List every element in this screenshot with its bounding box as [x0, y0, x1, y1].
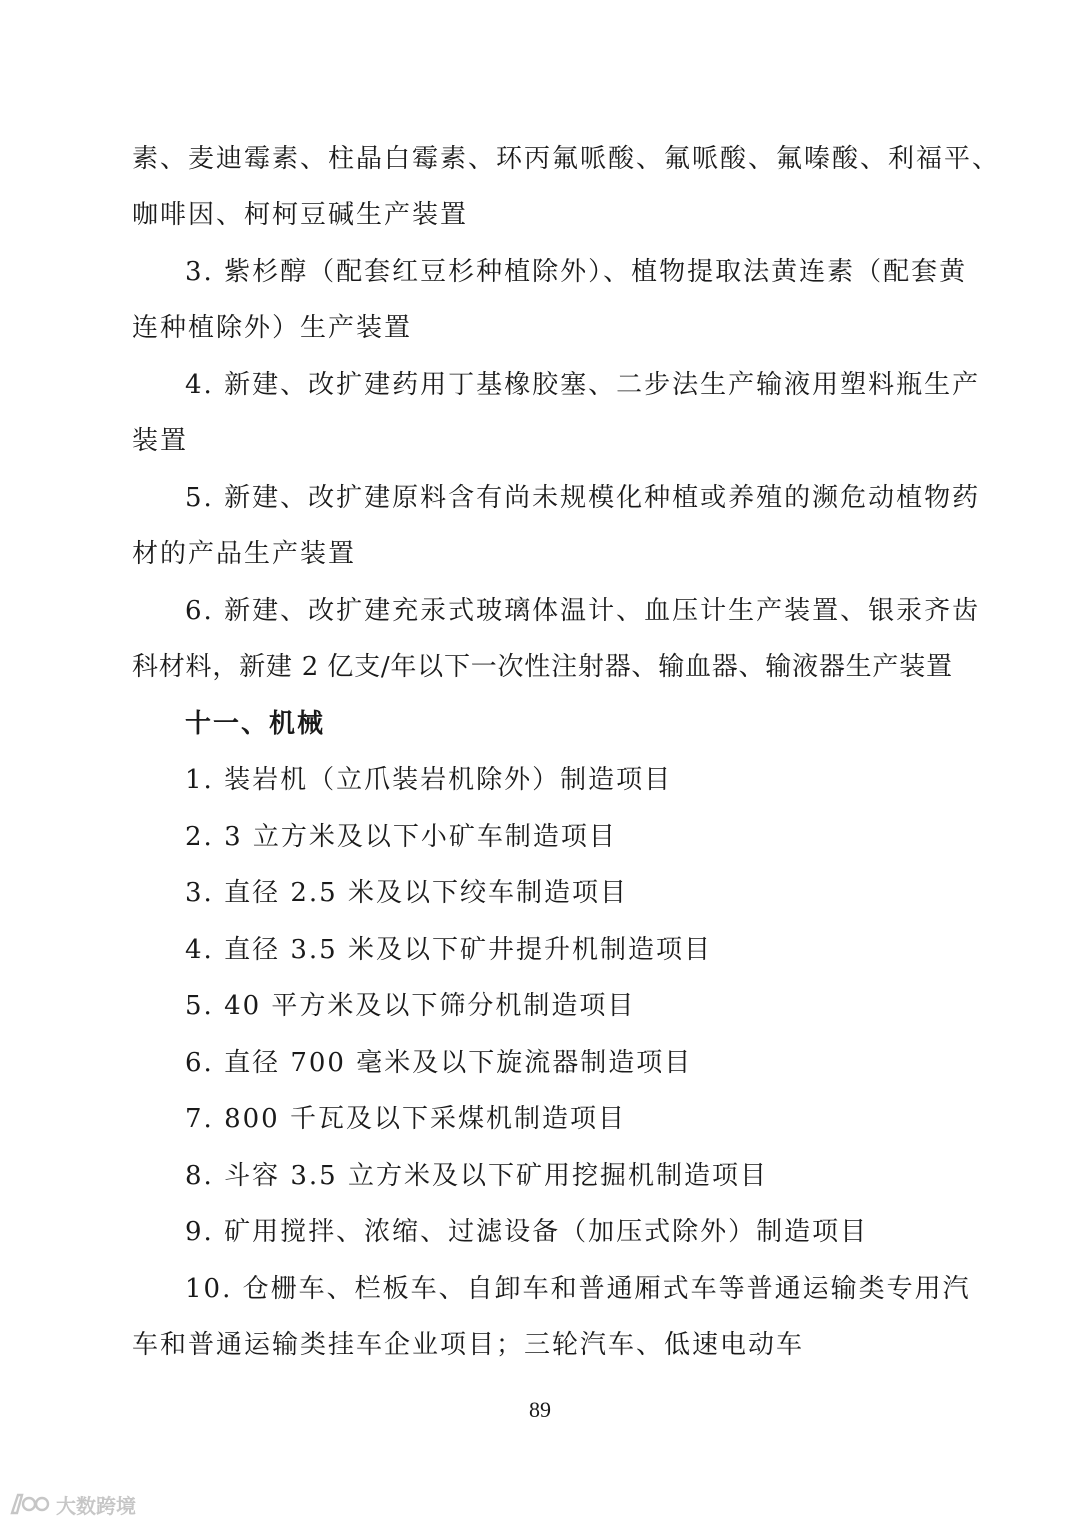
machinery-item-8: 8. 斗容 3.5 立方米及以下矿用挖掘机制造项目: [185, 1161, 768, 1191]
item-5-line-1: 5. 新建、改扩建原料含有尚未规模化种植或养殖的濒危动植物药: [185, 483, 981, 513]
watermark-text: 大数跨境: [56, 1493, 136, 1518]
machinery-item-10-line-2: 车和普通运输类挂车企业项目；三轮汽车、低速电动车: [132, 1330, 805, 1360]
machinery-item-6: 6. 直径 700 毫米及以下旋流器制造项目: [185, 1048, 693, 1078]
item-3-line-1: 3. 紫杉醇（配套红豆杉种植除外）、植物提取法黄连素（配套黄: [185, 257, 968, 287]
item-4-line-1: 4. 新建、改扩建药用丁基橡胶塞、二步法生产输液用塑料瓶生产: [185, 370, 981, 400]
item-3-line-2: 连种植除外）生产装置: [132, 313, 413, 343]
machinery-item-5: 5. 40 平方米及以下筛分机制造项目: [185, 991, 636, 1021]
machinery-item-9: 9. 矿用搅拌、浓缩、过滤设备（加压式除外）制造项目: [185, 1217, 869, 1247]
dashuju-logo-icon: [8, 1491, 52, 1517]
text-line-2: 咖啡因、柯柯豆碱生产装置: [132, 200, 469, 230]
machinery-item-7: 7. 800 千瓦及以下采煤机制造项目: [185, 1104, 626, 1134]
section-heading-machinery: 十一、机械: [185, 709, 326, 739]
machinery-item-3: 3. 直径 2.5 米及以下绞车制造项目: [185, 878, 628, 908]
machinery-item-10-line-1: 10. 仓栅车、栏板车、自卸车和普通厢式车等普通运输类专用汽: [185, 1274, 971, 1304]
item-6-line-1: 6. 新建、改扩建充汞式玻璃体温计、血压计生产装置、银汞齐齿: [185, 596, 981, 626]
item-5-line-2: 材的产品生产装置: [132, 539, 357, 569]
machinery-item-1: 1. 装岩机（立爪装岩机除外）制造项目: [185, 765, 673, 795]
text-line-1: 素、麦迪霉素、柱晶白霉素、环丙氟哌酸、氟哌酸、氟嗪酸、利福平、: [132, 144, 1001, 174]
machinery-item-4: 4. 直径 3.5 米及以下矿井提升机制造项目: [185, 935, 712, 965]
item-6-line-2: 科材料，新建 2 亿支/年以下一次性注射器、输血器、输液器生产装置: [132, 652, 952, 682]
machinery-item-2: 2. 3 立方米及以下小矿车制造项目: [185, 822, 617, 852]
page-number: 89: [529, 1397, 551, 1422]
watermark: [8, 1488, 136, 1520]
item-4-line-2: 装置: [132, 426, 189, 456]
